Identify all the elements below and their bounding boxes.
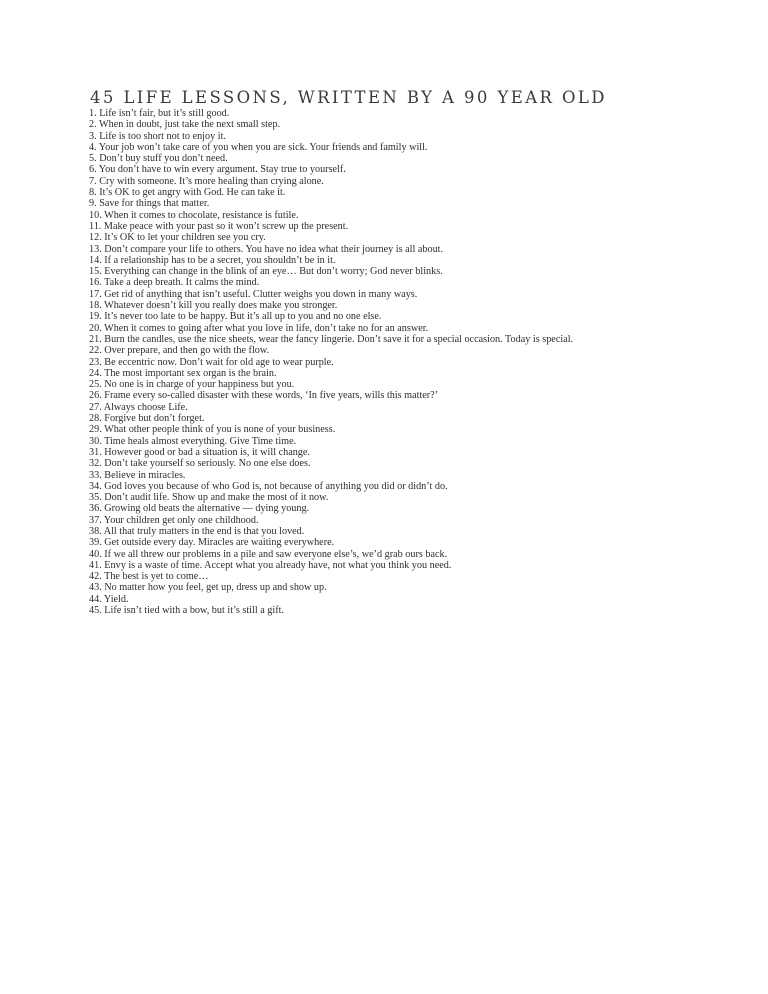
lesson-item: 38. All that truly matters in the end is that you loved. — [89, 525, 305, 537]
lesson-item: 20. When it comes to going after what you love in life, don’t take no for an answer. — [89, 322, 429, 334]
lesson-item: 17. Get rid of anything that isn’t useful. Clutter weighs you down in many ways. — [89, 288, 418, 300]
lesson-item: 19. It’s never too late to be happy. But it’s all up to you and no one else. — [89, 311, 382, 323]
lesson-item: 34. God loves you because of who God is, not because of anything you did or didn’t do. — [89, 480, 448, 492]
lesson-item: 15. Everything can change in the blink of an eye… But don’t worry; God never blinks. — [89, 266, 443, 278]
lesson-item: 6. You don’t have to win every argument. Stay true to yourself. — [89, 164, 346, 176]
lesson-item: 42. The best is yet to come… — [89, 571, 209, 583]
lesson-item: 27. Always choose Life. — [89, 401, 188, 413]
lesson-item: 5. Don’t buy stuff you don’t need. — [89, 153, 228, 165]
lesson-item: 25. No one is in charge of your happiness but you. — [89, 379, 295, 391]
lesson-item: 40. If we all threw our problems in a pile and saw everyone else’s, we’d grab ours back. — [89, 548, 448, 560]
lesson-item: 23. Be eccentric now. Don’t wait for old age to wear purple. — [89, 356, 334, 368]
lesson-item: 16. Take a deep breath. It calms the mind. — [89, 277, 260, 289]
lesson-item: 28. Forgive but don’t forget. — [89, 413, 205, 425]
lesson-item: 7. Cry with someone. It’s more healing than crying alone. — [89, 175, 324, 187]
lesson-item: 13. Don’t compare your life to others. You have no idea what their journey is all about. — [89, 243, 444, 255]
lesson-item: 31. However good or bad a situation is, it will change. — [89, 446, 310, 458]
lesson-item: 3. Life is too short not to enjoy it. — [89, 130, 226, 142]
lesson-item: 4. Your job won’t take care of you when you are sick. Your friends and family will. — [89, 141, 428, 153]
lesson-item: 36. Growing old beats the alternative — dying young. — [89, 503, 310, 515]
lesson-item: 41. Envy is a waste of time. Accept what you already have, not what you think you need. — [89, 559, 452, 571]
lesson-item: 39. Get outside every day. Miracles are waiting everywhere. — [89, 537, 335, 549]
lesson-item: 33. Believe in miracles. — [89, 469, 186, 481]
lesson-item: 32. Don’t take yourself so seriously. No one else does. — [89, 458, 311, 470]
lesson-item: 43. No matter how you feel, get up, dress up and show up. — [89, 582, 327, 594]
lesson-item: 1. Life isn’t fair, but it’s still good. — [89, 108, 230, 119]
lesson-item: 11. Make peace with your past so it won’t screw up the present. — [89, 220, 349, 232]
lesson-item: 9. Save for things that matter. — [89, 198, 210, 210]
lesson-item: 14. If a relationship has to be a secret, you shouldn’t be in it. — [89, 254, 336, 266]
lesson-item: 24. The most important sex organ is the brain. — [89, 367, 277, 379]
lesson-item: 45. Life isn’t tied with a bow, but it’s still a gift. — [89, 605, 284, 617]
lesson-item: 26. Frame every so-called disaster with these words, ‘In five years, wills this matter?’ — [89, 390, 439, 402]
lesson-item: 35. Don’t audit life. Show up and make the most of it now. — [89, 492, 329, 504]
lesson-item: 44. Yield. — [89, 593, 129, 605]
lesson-item: 8. It’s OK to get angry with God. He can take it. — [89, 187, 286, 199]
lesson-item: 12. It’s OK to let your children see you cry. — [89, 232, 266, 244]
lessons-list — [89, 108, 573, 616]
lesson-item: 10. When it comes to chocolate, resistance is futile. — [89, 209, 299, 221]
lesson-item: 18. Whatever doesn’t kill you really does make you stronger. — [89, 300, 338, 312]
lesson-item: 29. What other people think of you is none of your business. — [89, 424, 336, 436]
lesson-item: 22. Over prepare, and then go with the flow. — [89, 345, 270, 357]
lesson-item: 37. Your children get only one childhood. — [89, 514, 259, 526]
lesson-item: 2. When in doubt, just take the next small step. — [89, 119, 281, 131]
lesson-item: 21. Burn the candles, use the nice sheets, wear the fancy lingerie. Don’t save it for a special occasion. Today is special. — [89, 333, 574, 345]
document-title: 45 LIFE LESSONS, WRITTEN BY A 90 YEAR OLD — [90, 88, 607, 107]
lesson-item: 30. Time heals almost everything. Give Time time. — [89, 435, 297, 447]
